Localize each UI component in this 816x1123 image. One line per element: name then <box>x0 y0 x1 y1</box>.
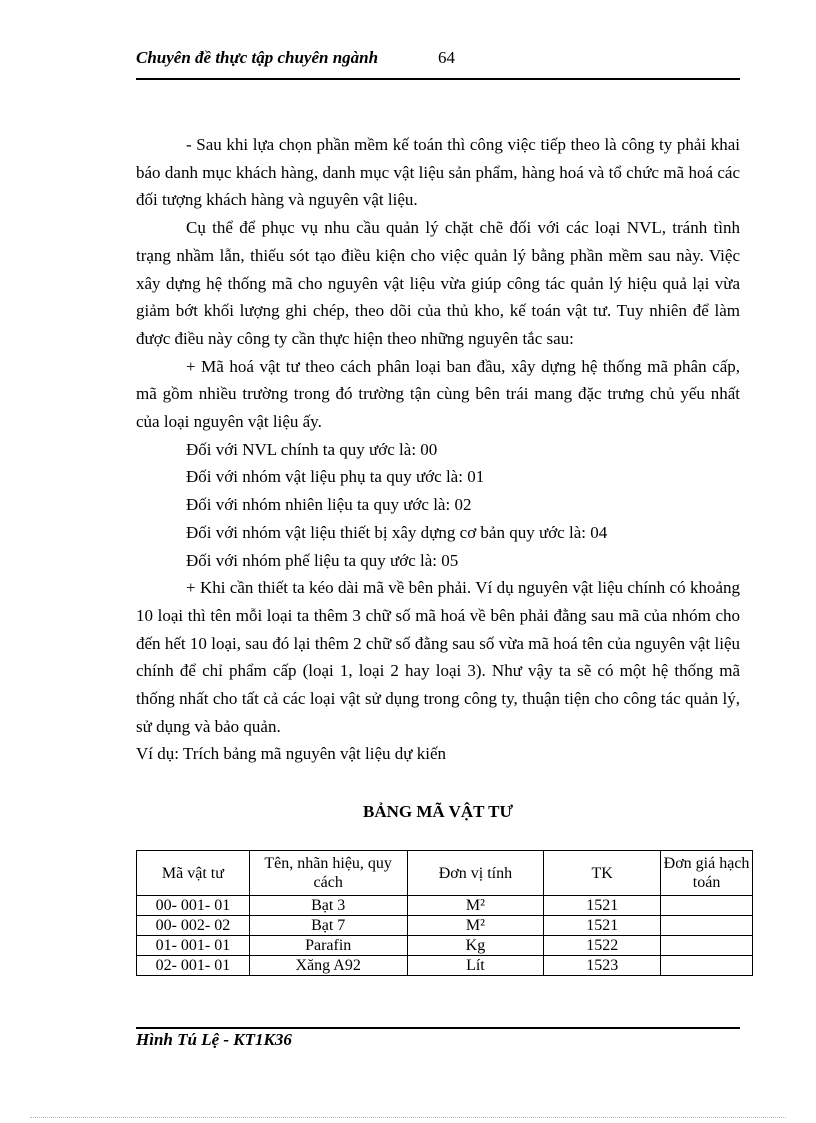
table-row <box>137 896 753 916</box>
paragraph: + Khi cần thiết ta kéo dài mã về bên phải. Ví dụ nguyên vật liệu chính có khoảng 10 loại thì tên mỗi loại ta thêm 3 chữ số mã hoá về bên phải đằng sau mã của nhóm cho đến hết 10 loại, sau đó lại thêm 2 chữ số đằng sau số vừa mã hoá tên của nguyên vật liệu chính để chỉ phẩm cấp (loại 1, loại 2 hay loại 3). Như vậy ta sẽ có một hệ thống mã thống nhất cho tất cả các loại vật sử dụng trong công ty, thuận tiện cho công tác quản lý, sử dụng và bảo quản. <box>136 578 740 736</box>
table-title: BẢNG MÃ VẬT TƯ <box>362 802 514 821</box>
body-text <box>136 131 740 768</box>
document-title: Chuyên đề thực tập chuyên ngành <box>136 48 379 67</box>
name-cell: Parafin <box>249 936 407 956</box>
table-row <box>137 956 753 976</box>
convention-line: Đối với nhóm vật liệu thiết bị xây dựng cơ bản quy ước là: 04 <box>186 522 608 542</box>
page-header <box>136 48 740 78</box>
paragraph: Cụ thể để phục vụ nhu cầu quản lý chặt chẽ đối với các loại NVL, tránh tình trạng nhầm lẫn, thiếu sót tạo điều kiện cho việc quản lý bằng phần mềm sau này. Việc xây dựng hệ thống mã cho nguyên vật liệu vừa giúp công tác quản lý hiệu quả lại vừa giảm bớt khối lượng ghi chép, theo dõi của thủ kho, kế toán vật tư. Tuy nhiên để làm được điều này công ty cần thực hiện theo những nguyên tắc sau: <box>136 218 740 348</box>
footer-rule <box>136 1027 740 1029</box>
paragraph: - Sau khi lựa chọn phần mềm kế toán thì công việc tiếp theo là công ty phải khai báo danh mục khách hàng, danh mục vật liệu sản phẩm, hàng hoá và tổ chức mã hoá các đối tượng khách hàng và nguyên vật liệu. <box>136 135 740 210</box>
price-cell <box>661 936 753 956</box>
unit-cell: Lít <box>407 956 544 976</box>
paragraph: + Mã hoá vật tư theo cách phân loại ban đầu, xây dựng hệ thống mã phân cấp, mã gồm nhiều trường trong đó trường tận cùng bên trái mang đặc trưng chủ yếu nhất của loại nguyên vật liệu ấy. <box>136 356 740 432</box>
code-cell: 02- 001- 01 <box>137 956 250 976</box>
unit-cell: M² <box>407 916 544 936</box>
convention-line: Đối với nhóm phế liệu ta quy ước là: 05 <box>186 550 459 570</box>
unit-cell: Kg <box>407 936 544 956</box>
price-cell <box>661 956 753 976</box>
column-header: Tên, nhãn hiệu, quy cách <box>249 851 407 896</box>
table-header-row <box>137 851 753 896</box>
account-cell: 1521 <box>544 916 661 936</box>
account-cell: 1522 <box>544 936 661 956</box>
name-cell: Bạt 3 <box>249 896 407 916</box>
account-cell: 1521 <box>544 896 661 916</box>
convention-line: Đối với nhóm nhiên liệu ta quy ước là: 02 <box>186 495 472 515</box>
convention-line: Đối với NVL chính ta quy ước là: 00 <box>186 439 438 459</box>
table-row <box>137 916 753 936</box>
code-cell: 00- 001- 01 <box>137 896 250 916</box>
table-row <box>137 936 753 956</box>
unit-cell: M² <box>407 896 544 916</box>
column-header: TK <box>544 851 661 896</box>
column-header: Đơn giá hạch toán <box>661 851 753 896</box>
account-cell: 1523 <box>544 956 661 976</box>
price-cell <box>661 896 753 916</box>
column-header: Đơn vị tính <box>407 851 544 896</box>
material-code-table <box>136 850 753 976</box>
code-cell: 00- 002- 02 <box>137 916 250 936</box>
column-header: Mã vật tư <box>137 851 250 896</box>
convention-line: Đối với nhóm vật liệu phụ ta quy ước là: 01 <box>186 467 485 487</box>
page-edge-dots <box>30 1117 786 1118</box>
name-cell: Bạt 7 <box>249 916 407 936</box>
page-number: 64 <box>438 48 455 67</box>
example-line: Ví dụ: Trích bảng mã nguyên vật liệu dự kiến <box>136 744 446 764</box>
header-rule <box>136 78 740 80</box>
footer-author: Hình Tú Lệ - KT1K36 <box>136 1030 292 1049</box>
code-cell: 01- 001- 01 <box>137 936 250 956</box>
name-cell: Xăng A92 <box>249 956 407 976</box>
price-cell <box>661 916 753 936</box>
